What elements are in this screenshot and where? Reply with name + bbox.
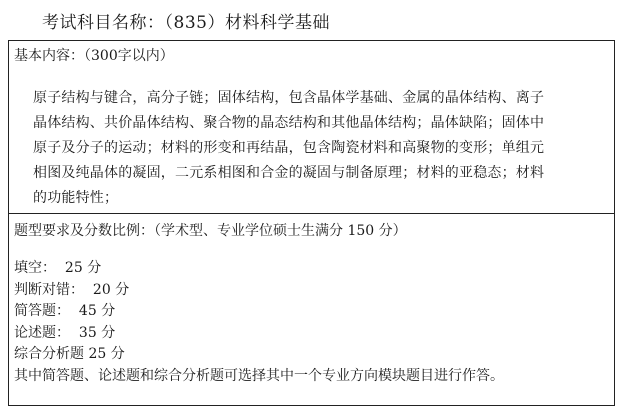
score-unit: 分 <box>101 303 116 319</box>
score-value: 45 <box>78 303 97 319</box>
score-row-fill-in <box>14 258 129 280</box>
score-unit: 分 <box>101 324 116 341</box>
score-label: 简答题： <box>14 303 70 319</box>
basic-content-line: 的功能特性； <box>33 190 119 206</box>
basic-content-heading: 基本内容：（300字以内） <box>14 48 174 64</box>
score-row-comprehensive <box>14 344 129 366</box>
score-label: 综合分析题 <box>14 346 84 362</box>
score-row-true-false <box>14 280 129 302</box>
score-value: 20 <box>92 281 111 298</box>
basic-content-line: 原子及分子的运动；材料的形变和再结晶，包含陶瓷材料和高聚物的变形；单组元 <box>33 140 545 156</box>
score-unit: 分 <box>87 260 102 276</box>
score-unit: 分 <box>110 346 125 362</box>
score-value: 25 <box>64 260 83 276</box>
basic-content-line: 原子结构与键合，高分子链；固体结构，包含晶体学基础、金属的晶体结构、离子 <box>33 90 545 106</box>
score-label: 论述题： <box>14 324 70 341</box>
score-list <box>14 258 129 366</box>
score-row-essay <box>14 323 129 345</box>
score-unit: 分 <box>115 281 130 298</box>
question-selection-note: 其中简答题、论述题和综合分析题可选择其中一个专业方向模块题目进行作答。 <box>14 368 504 384</box>
score-label: 填空： <box>14 260 56 276</box>
basic-content-body <box>33 86 601 211</box>
section-divider <box>8 213 615 214</box>
score-row-short-answer <box>14 301 129 323</box>
score-label: 判断对错： <box>14 281 84 298</box>
page-title: 考试科目名称：（835）材料科学基础 <box>42 13 330 33</box>
question-types-heading: 题型要求及分数比例：（学术型、专业学位硕士生满分 150 分） <box>14 223 407 239</box>
score-value: 25 <box>88 346 107 362</box>
basic-content-line: 相图及纯晶体的凝固，二元系相图和合金的凝固与制备原理；材料的亚稳态；材料 <box>33 165 545 181</box>
score-value: 35 <box>78 324 97 341</box>
basic-content-line: 晶体结构、共价晶体结构、聚合物的晶态结构和其他晶体结构；晶体缺陷；固体中 <box>33 115 545 131</box>
